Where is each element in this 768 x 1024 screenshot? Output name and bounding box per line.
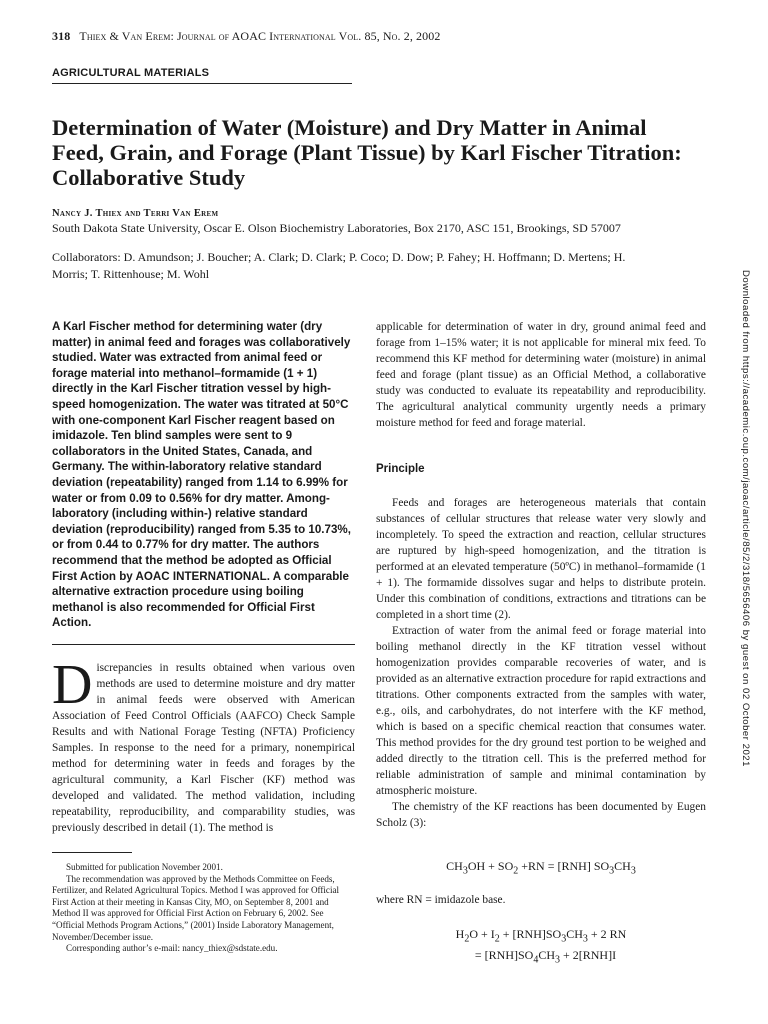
- continuation-paragraph: applicable for determination of water in dry, ground animal feed and forage from 1–15% water; it is not applicable for mineral mix feed. To recommend this KF method for determining water (moisture) in animal feed and forage (plant tissue) as an Official Method, a collaborative study was conducted to evaluate its repeatability and reproducibility. The agricultural analytical community urgently needs a primary moisture method for feed and forage material.: [376, 321, 706, 429]
- running-head: [52, 29, 440, 44]
- principle-body: [376, 495, 706, 831]
- authors: Nancy J. Thiex and Terri Van Erem: [52, 208, 219, 219]
- principle-paragraph-1: Feeds and forages are heterogeneous materials that contain substances of cellular structures that release water very slowly and incompletely. To speed the extraction and reaction, cellular structures are ruptured by high-speed homogenization, and the titration is performed at an elevated temperature (50ºC) in methanol–formamide (1 + 1). The formamide dissolves sugar and helps to distribute protein. Under this combination of conditions, extractions and titrations can be completed in a short time (2).: [376, 497, 706, 621]
- abstract-rule: [52, 644, 355, 645]
- footnote-approval: The recommendation was approved by the Methods Committee on Feeds, Fertilizer, and Related Agricultural Topics. Method I was approved for Official First Action at their meeting in Kansas City, MO, on September 8, 2001 and Method II was approved for Official First Action on February 6, 2002. See “Official Methods Program Actions,” (2001) Inside Laboratory Management, November/December issue.: [52, 873, 340, 942]
- affiliation: South Dakota State University, Oscar E. Olson Biochemistry Laboratories, Box 2170, ASC 151, Brookings, SD 57007: [52, 221, 621, 235]
- drop-cap: D: [52, 654, 93, 716]
- equation-2: $H_2O + I_2 + [RNH]SO_3CH_3 + 2$ RN = $[RNH]SO_4CH_3 + 2[RNH]I$: [455, 927, 627, 966]
- footnotes: [52, 862, 356, 955]
- principle-paragraph-2: Extraction of water from the animal feed or forage material into boiling methanol directly in the KF titration vessel without homogenization provides comparable recoveries of water, and is provided as an alternative extraction procedure for rapid extractions and titrations. Other components extracted from the samples with water, e.g., oils, and carbohydrates, do not interfere with the KF method, which is based on a specific chemical reaction that consumes water. This method provides for the dry ground test portion to be weighed and added directly to the titration cell. This is the preferred method for reliable administration of sample and minimal contamination by atmospheric moisture.: [376, 625, 706, 797]
- where-text: where RN = imidazole base.: [376, 894, 506, 906]
- page-number: 318: [52, 29, 71, 43]
- equation-1: $CH_3OH + SO_2 +RN = [RNH]$ $SO_3CH_3$: [446, 859, 636, 877]
- footnote-rule: [52, 852, 132, 853]
- principle-paragraph-3: The chemistry of the KF reactions has been documented by Eugen Scholz (3):: [376, 801, 706, 829]
- collaborators: Collaborators: D. Amundson; J. Boucher; A. Clark; D. Clark; P. Coco; D. Dow; P. Fahey; H. Hoffmann; D. Mertens; H. Morris; T. Rittenhouse; M. Wohl: [52, 250, 626, 281]
- section-rule: [52, 83, 352, 84]
- heading-principle: Principle: [376, 463, 425, 475]
- journal-citation: Thiex & Van Erem: Journal of AOAC International Vol. 85, No. 2, 2002: [79, 29, 441, 43]
- abstract: A Karl Fischer method for determining water (dry matter) in animal feed and forages was collaboratively studied. Water was extracted from animal feed or forage material into methanol–formamide (1 + 1) directly in the Karl Fischer titration vessel by high-speed homogenization. The water was titrated at 50°C with one-component Karl Fischer reagent based on imidazole. Ten blind samples were sent to 9 collaborators in the United States, Canada, and Germany. The within-laboratory relative standard deviation (repeatability) ranged from 1.14 to 6.99% for water or from 0.09 to 0.56% for dry matter. Among-laboratory (including within-) relative standard deviation (reproducibility) ranged from 5.35 to 10.73%, or from 0.44 to 0.77% for dry matter. The authors recommend that the method be adopted as Official First Action by AOAC INTERNATIONAL. A comparable alternative extraction procedure using boiling methanol is also recommended for Official First Action.: [52, 320, 351, 630]
- section-label: AGRICULTURAL MATERIALS: [52, 67, 210, 79]
- footnote-email: Corresponding author’s e-mail: nancy_thiex@sdstate.edu.: [66, 943, 278, 954]
- introduction-text: iscrepancies in results obtained when various oven methods are used to determine moisture and dry matter in animal feeds were observed with American Association of Feed Control Officials (AAFCO) Check Sample Results and with National Forage Testing (NFTA) Proficiency Samples. In response to the need for a primary, nonempirical method for determining water in feeds and forages by the agricultural community, a Karl Fischer (KF) method was developed and validated. The method validation, including repeatability, reproducibility, and comparability studies, was previously described in detail (1). The method is: [52, 662, 355, 834]
- footnote-submitted: Submitted for publication November 2001.: [66, 862, 223, 872]
- download-watermark: Downloaded from https://academic.oup.com/jaoac/article/85/2/318/5656406 by guest on 02 October 2021: [740, 270, 751, 767]
- article-title: Determination of Water (Moisture) and Dry Matter in Animal Feed, Grain, and Forage (Plant Tissue) by Karl Fischer Titration: Collaborative Study: [52, 115, 682, 190]
- column2-continuation: [376, 319, 706, 431]
- introduction: [52, 654, 355, 836]
